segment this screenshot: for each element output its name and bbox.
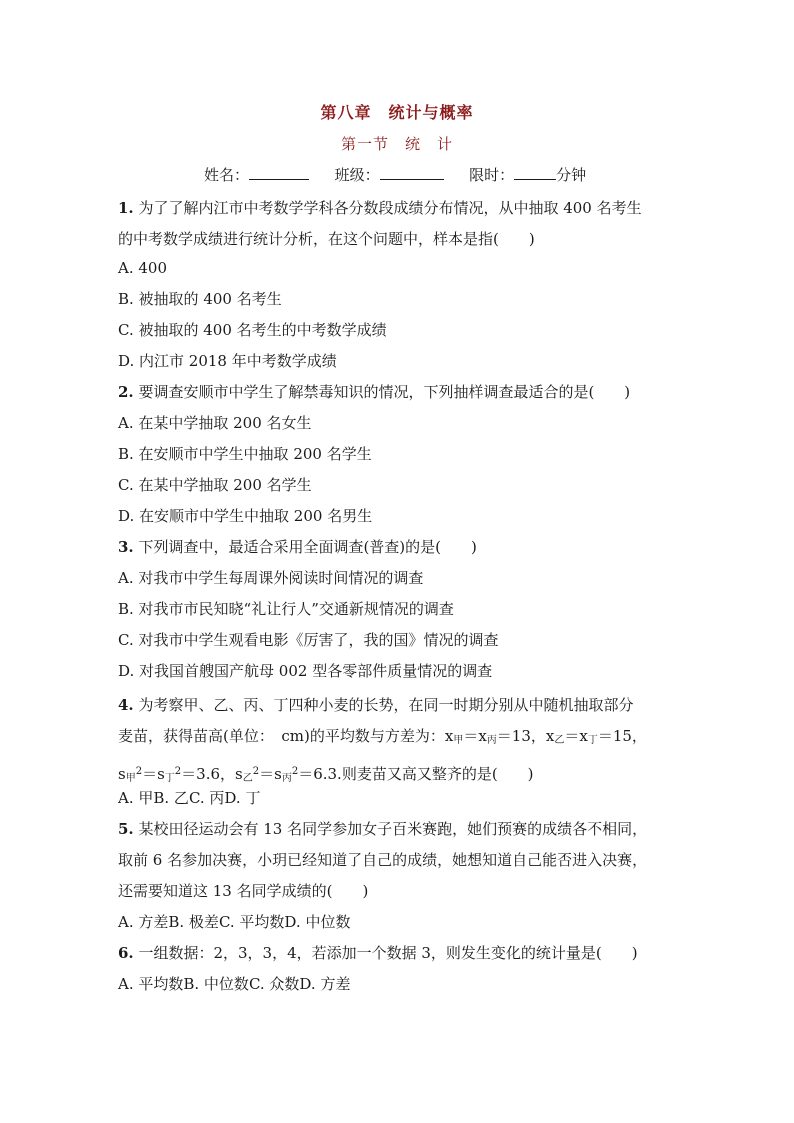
- question-text: 下列调查中，最适合采用全面调查(普查)的是( ): [133, 538, 477, 556]
- name-label: 姓名：: [204, 166, 250, 184]
- question-text: 的中考数学成绩进行统计分析，在这个问题中，样本是指( ): [118, 230, 535, 248]
- question-text: 一组数据：2，3，3，4，若添加一个数据 3，则发生变化的统计量是( ): [133, 944, 638, 962]
- option-b[interactable]: B. 乙: [153, 789, 189, 807]
- question-text: 某校田径运动会有 13 名同学参加女子百米赛跑，她们预赛的成绩各不相同，: [133, 820, 648, 838]
- question-4: [118, 690, 678, 794]
- option-d[interactable]: D. 方差: [299, 975, 351, 993]
- name-blank[interactable]: [249, 165, 309, 180]
- option-b[interactable]: B. 在安顺市中学生中抽取 200 名学生: [118, 445, 372, 463]
- option-d[interactable]: D. 中位数: [284, 913, 351, 931]
- option-a[interactable]: A. 在某中学抽取 200 名女生: [118, 414, 312, 432]
- option-c[interactable]: C. 众数: [248, 975, 300, 993]
- option-a[interactable]: A. 平均数: [118, 975, 184, 993]
- question-5: [118, 814, 678, 907]
- subscript: 丁: [587, 735, 598, 746]
- option-c[interactable]: C. 丙: [188, 789, 225, 807]
- subscript: 乙: [554, 735, 565, 746]
- student-info-line: [204, 164, 586, 185]
- time-label: 限时：: [469, 166, 515, 184]
- option-d[interactable]: D. 在安顺市中学生中抽取 200 名男生: [118, 507, 373, 525]
- section-title: 第一节 统 计: [340, 135, 453, 153]
- option-c[interactable]: C. 平均数: [218, 913, 285, 931]
- question-number: 2.: [118, 383, 134, 401]
- math-eq: ＝: [142, 765, 158, 783]
- class-label: 班级：: [334, 166, 380, 184]
- class-blank[interactable]: [380, 165, 444, 180]
- option-b[interactable]: B. 对我市市民知晓“礼让行人”交通新规情况的调查: [118, 600, 454, 618]
- options-row: [118, 969, 350, 1000]
- question-text: 则麦苗又高又整齐的是( ): [341, 765, 534, 783]
- subscript: 丁: [164, 773, 175, 784]
- option-b[interactable]: B. 被抽取的 400 名考生: [118, 290, 282, 308]
- math-x: x: [478, 727, 487, 745]
- superscript: 2: [174, 766, 182, 777]
- option-b[interactable]: B. 极差: [168, 913, 219, 931]
- superscript: 2: [252, 766, 260, 777]
- question-1: [118, 193, 678, 255]
- math-s: s: [118, 765, 126, 783]
- math-x: x: [545, 727, 555, 745]
- question-3: [118, 532, 678, 563]
- time-blank[interactable]: [514, 165, 556, 180]
- chapter-title: 第八章 统计与概率: [320, 103, 474, 122]
- subscript: 甲: [453, 735, 464, 746]
- option-a[interactable]: A. 400: [118, 259, 167, 277]
- question-2: [118, 377, 678, 408]
- math-x: x: [579, 727, 588, 745]
- subscript: 丙: [281, 773, 292, 784]
- question-text: 为考察甲、乙、丙、丁四种小麦的长势，在同一时期分别从中随机抽取部分: [133, 696, 634, 714]
- time-unit: 分钟: [556, 166, 587, 184]
- superscript: 2: [135, 766, 143, 777]
- option-c[interactable]: C. 对我市中学生观看电影《厉害了，我的国》情况的调查: [118, 631, 499, 649]
- question-text: 还需要知道这 13 名同学成绩的( ): [118, 882, 369, 900]
- math-s: s: [157, 765, 165, 783]
- question-text: 为了了解内江市中考数学学科各分数段成绩分布情况，从中抽取 400 名考生: [133, 199, 642, 217]
- math-s: s: [235, 765, 243, 783]
- math-eq: ＝6.3.: [298, 765, 342, 783]
- options-row: [118, 783, 260, 814]
- math-x: x: [444, 727, 454, 745]
- question-text: 麦苗，获得苗高(单位： cm)的平均数与方差为：: [118, 727, 445, 745]
- option-d[interactable]: D. 对我国首艘国产航母 002 型各零部件质量情况的调查: [118, 662, 493, 680]
- subscript: 乙: [242, 773, 253, 784]
- math-eq: ＝: [463, 727, 479, 745]
- math-eq: ＝15，: [597, 727, 647, 745]
- question-text: 取前 6 名参加决赛，小玥已经知道了自己的成绩，她想知道自己能否进入决赛，: [118, 851, 648, 869]
- question-text: 要调查安顺市中学生了解禁毒知识的情况，下列抽样调查最适合的是( ): [133, 383, 631, 401]
- superscript: 2: [291, 766, 299, 777]
- math-s: s: [274, 765, 282, 783]
- subscript: 甲: [125, 773, 136, 784]
- math-eq: ＝13，: [496, 727, 546, 745]
- question-number: 4.: [118, 696, 134, 714]
- math-eq: ＝: [564, 727, 580, 745]
- question-number: 5.: [118, 820, 134, 838]
- question-number: 3.: [118, 538, 134, 556]
- question-number: 1.: [118, 199, 134, 217]
- option-d[interactable]: D. 丁: [224, 789, 261, 807]
- question-number: 6.: [118, 944, 134, 962]
- option-c[interactable]: C. 在某中学抽取 200 名学生: [118, 476, 312, 494]
- math-eq: ＝: [259, 765, 275, 783]
- option-a[interactable]: A. 方差: [118, 913, 169, 931]
- option-c[interactable]: C. 被抽取的 400 名考生的中考数学成绩: [118, 321, 387, 339]
- math-eq: ＝3.6，: [181, 765, 236, 783]
- options-row: [118, 907, 350, 938]
- question-6: [118, 938, 678, 969]
- option-a[interactable]: A. 对我市中学生每周课外阅读时间情况的调查: [118, 569, 424, 587]
- option-d[interactable]: D. 内江市 2018 年中考数学成绩: [118, 352, 337, 370]
- option-a[interactable]: A. 甲: [118, 789, 154, 807]
- option-b[interactable]: B. 中位数: [183, 975, 249, 993]
- subscript: 丙: [486, 735, 497, 746]
